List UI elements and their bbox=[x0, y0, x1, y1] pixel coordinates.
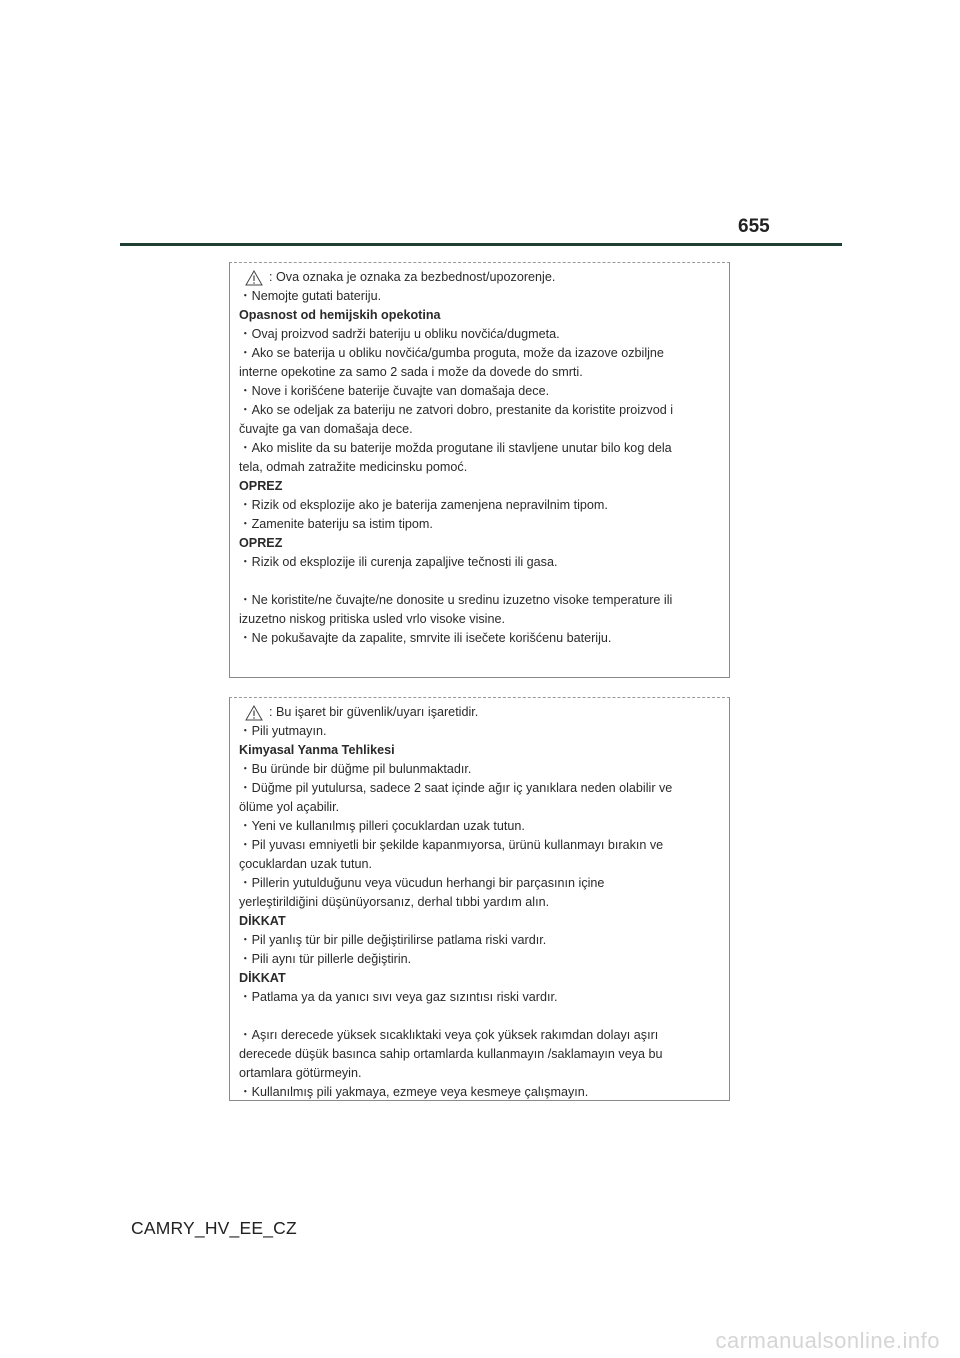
text-line: ・Aşırı derecede yüksek sıcaklıktaki veya çok yüksek rakımdan dolayı aşırı bbox=[239, 1028, 659, 1042]
symbol-note-line bbox=[239, 268, 721, 287]
document-code: CAMRY_HV_EE_CZ bbox=[131, 1218, 297, 1238]
section-heading: Kimyasal Yanma Tehlikesi bbox=[239, 743, 395, 757]
text-line: ・Ne pokušavajte da zapalite, smrvite ili isečete korišćenu bateriju. bbox=[239, 631, 612, 645]
section-heading: DİKKAT bbox=[239, 971, 286, 985]
serbian-lines bbox=[239, 287, 721, 648]
text-line: ・Ako se baterija u obliku novčića/gumba proguta, može da izazove ozbiljne bbox=[239, 346, 664, 360]
text-line: derecede düşük basınca sahip ortamlarda kullanmayın /saklamayın veya bu bbox=[239, 1047, 663, 1061]
warning-box-turkish bbox=[229, 697, 730, 1101]
text-line: ・Pil yuvası emniyetli bir şekilde kapanmıyorsa, ürünü kullanmayı bırakın ve bbox=[239, 838, 664, 852]
symbol-note-text: : Ova oznaka je oznaka za bezbednost/upozorenje. bbox=[269, 270, 556, 284]
symbol-note-text: : Bu işaret bir güvenlik/uyarı işaretidir. bbox=[269, 705, 479, 719]
warning-triangle-icon bbox=[245, 270, 263, 286]
text-line: ölüme yol açabilir. bbox=[239, 800, 340, 814]
section-heading: OPREZ bbox=[239, 479, 283, 493]
header-rule bbox=[120, 243, 842, 246]
symbol-note-line bbox=[239, 703, 721, 722]
text-line: ・Pili aynı tür pillerle değiştirin. bbox=[239, 952, 412, 966]
text-line: ・Pili yutmayın. bbox=[239, 724, 327, 738]
section-heading: Opasnost od hemijskih opekotina bbox=[239, 308, 441, 322]
warning-box-serbian bbox=[229, 262, 730, 678]
text-line: ・Ako mislite da su baterije možda progutane ili stavljene unutar bilo kog dela bbox=[239, 441, 672, 455]
text-line: ・Düğme pil yutulursa, sadece 2 saat içinde ağır iç yanıklara neden olabilir ve bbox=[239, 781, 673, 795]
text-line: ・Rizik od eksplozije ili curenja zapaljive tečnosti ili gasa. bbox=[239, 555, 558, 569]
warning-triangle-icon bbox=[245, 705, 263, 721]
text-line: izuzetno niskog pritiska usled vrlo visoke visine. bbox=[239, 612, 505, 626]
text-line: ・Ovaj proizvod sadrži bateriju u obliku novčića/dugmeta. bbox=[239, 327, 560, 341]
text-line: ・Yeni ve kullanılmış pilleri çocuklardan uzak tutun. bbox=[239, 819, 525, 833]
section-heading: DİKKAT bbox=[239, 914, 286, 928]
text-line: ・Bu üründe bir düğme pil bulunmaktadır. bbox=[239, 762, 472, 776]
text-line: ortamlara götürmeyin. bbox=[239, 1066, 362, 1080]
text-line: čuvajte ga van domašaja dece. bbox=[239, 422, 413, 436]
text-line: yerleştirildiğini düşünüyorsanız, derhal tıbbi yardım alın. bbox=[239, 895, 550, 909]
text-line: ・Rizik od eksplozije ako je baterija zamenjena nepravilnim tipom. bbox=[239, 498, 608, 512]
text-line: ・Zamenite bateriju sa istim tipom. bbox=[239, 517, 433, 531]
blank-line bbox=[239, 1007, 721, 1026]
text-line: ・Nemojte gutati bateriju. bbox=[239, 289, 382, 303]
section-heading: OPREZ bbox=[239, 536, 283, 550]
text-line: ・Pil yanlış tür bir pille değiştirilirse patlama riski vardır. bbox=[239, 933, 547, 947]
page-number: 655 bbox=[738, 216, 770, 237]
text-line: ・Pillerin yutulduğunu veya vücudun herhangi bir parçasının içine bbox=[239, 876, 605, 890]
text-line: ・Ne koristite/ne čuvajte/ne donosite u sredinu izuzetno visoke temperature ili bbox=[239, 593, 673, 607]
watermark: carmanualsonline.info bbox=[715, 1328, 940, 1353]
text-line: tela, odmah zatražite medicinsku pomoć. bbox=[239, 460, 468, 474]
text-line: interne opekotine za samo 2 sada i može da dovede do smrti. bbox=[239, 365, 583, 379]
text-line: ・Nove i korišćene baterije čuvajte van domašaja dece. bbox=[239, 384, 550, 398]
blank-line bbox=[239, 572, 721, 591]
text-line: ・Patlama ya da yanıcı sıvı veya gaz sızıntısı riski vardır. bbox=[239, 990, 558, 1004]
text-line: ・Kullanılmış pili yakmaya, ezmeye veya kesmeye çalışmayın. bbox=[239, 1085, 589, 1099]
text-line: çocuklardan uzak tutun. bbox=[239, 857, 373, 871]
text-line: ・Ako se odeljak za bateriju ne zatvori dobro, prestanite da koristite proizvod i bbox=[239, 403, 674, 417]
turkish-lines bbox=[239, 722, 721, 1102]
